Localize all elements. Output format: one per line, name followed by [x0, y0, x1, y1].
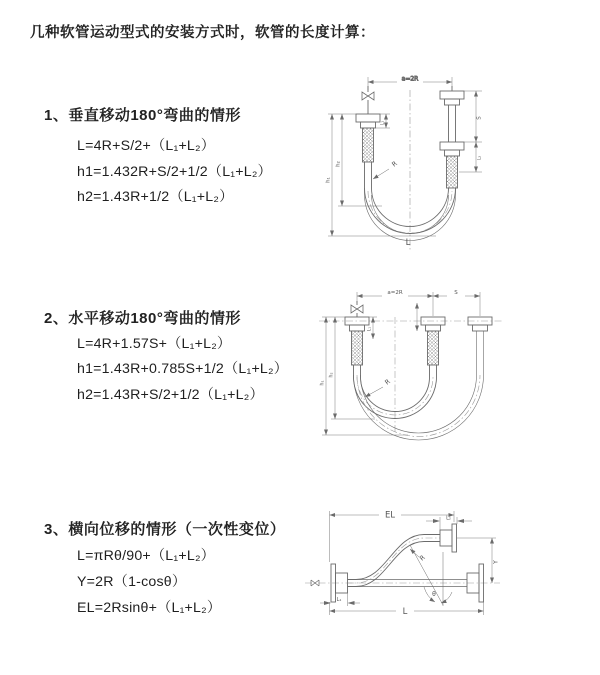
fitting-2 — [421, 317, 445, 365]
valve-icon — [362, 86, 374, 114]
section-3-number: 3、 — [44, 521, 69, 538]
section-1-heading — [44, 104, 241, 125]
y-label: Y — [492, 560, 500, 564]
l1-label: L₁ — [380, 120, 386, 126]
section-1-heading-text: 垂直移动180°弯曲的情形 — [68, 107, 241, 124]
length-label: L — [402, 607, 408, 617]
angle-label: θ — [432, 591, 436, 598]
section-2-heading — [44, 307, 241, 328]
radius-label: R — [417, 553, 427, 563]
section-2-number: 2、 — [44, 310, 69, 327]
page-title: 几种软管运动型式的安装方式时，软管的长度计算： — [30, 25, 375, 41]
radius-leader — [365, 387, 383, 397]
dimension-y — [457, 538, 496, 583]
right-hose-fitting-upper — [440, 86, 464, 142]
dim-label-a2r: a=2R — [401, 75, 419, 83]
radius-label: R — [383, 377, 392, 387]
section-1-formula-2: h1=1.432R+S/2+1/2（L₁+L₂） — [77, 164, 272, 180]
diagram-lateral-displacement — [300, 500, 505, 630]
diagram-vertical-180-bend — [318, 66, 518, 258]
fitting-3 — [468, 317, 492, 349]
section-2-heading-text: 水平移动180°弯曲的情形 — [68, 310, 241, 327]
s-label: S — [454, 290, 458, 296]
l2-label: L₂ — [477, 155, 483, 161]
diagram-horizontal-180-bend — [313, 283, 508, 451]
s-label: S — [476, 116, 483, 120]
dim-label-a2r: a=2R — [387, 290, 403, 296]
section-3-formula-2: Y=2R（1-cosθ） — [77, 574, 187, 590]
right-hose-fitting-lower — [440, 142, 464, 188]
section-2-formula-2: h1=1.43R+0.785S+1/2（L₁+L₂） — [77, 361, 289, 377]
h2-label: h₂ — [328, 372, 335, 378]
angle-construction — [410, 545, 452, 606]
l1-label: L₁ — [336, 597, 342, 603]
section-1-number: 1、 — [44, 107, 69, 124]
section-1-formula-1: L=4R+S/2+（L₁+L₂） — [77, 138, 216, 154]
dimension-h1 — [325, 114, 436, 236]
section-3-heading — [44, 518, 285, 539]
section-2-formula-1: L=4R+1.57S+（L₁+L₂） — [77, 336, 232, 352]
hose-u-position-2 — [354, 349, 484, 440]
valve-icon — [311, 580, 319, 586]
section-3-formula-1: L=πRθ/90+（L₁+L₂） — [77, 548, 216, 564]
section-3-formula-3: EL=2Rsinθ+（L₁+L₂） — [77, 600, 222, 616]
right-upper-flange — [440, 524, 457, 552]
dimension-a2r — [357, 292, 480, 316]
section-1-formula-3: h2=1.43R+1/2（L₁+L₂） — [77, 189, 234, 205]
valve-icon — [351, 301, 363, 317]
section-3-heading-text: 横向位移的情形（一次性变位） — [68, 521, 286, 538]
length-label: L — [405, 238, 411, 248]
hose-displaced-position — [348, 535, 441, 587]
radius-leader — [373, 169, 389, 179]
h1-label: h₁ — [319, 380, 326, 386]
section-2-formula-3: h2=1.43R+S/2+1/2（L₁+L₂） — [77, 387, 264, 403]
l1-label: L₁ — [366, 326, 372, 332]
radius-label: R — [390, 159, 399, 169]
fitting-1 — [345, 317, 369, 365]
h1-label: h₁ — [325, 177, 332, 183]
l2-label: L₂ — [446, 515, 451, 522]
h2-label: h₂ — [335, 161, 342, 167]
el-label: EL — [384, 510, 396, 521]
left-hose-fitting — [356, 114, 380, 162]
